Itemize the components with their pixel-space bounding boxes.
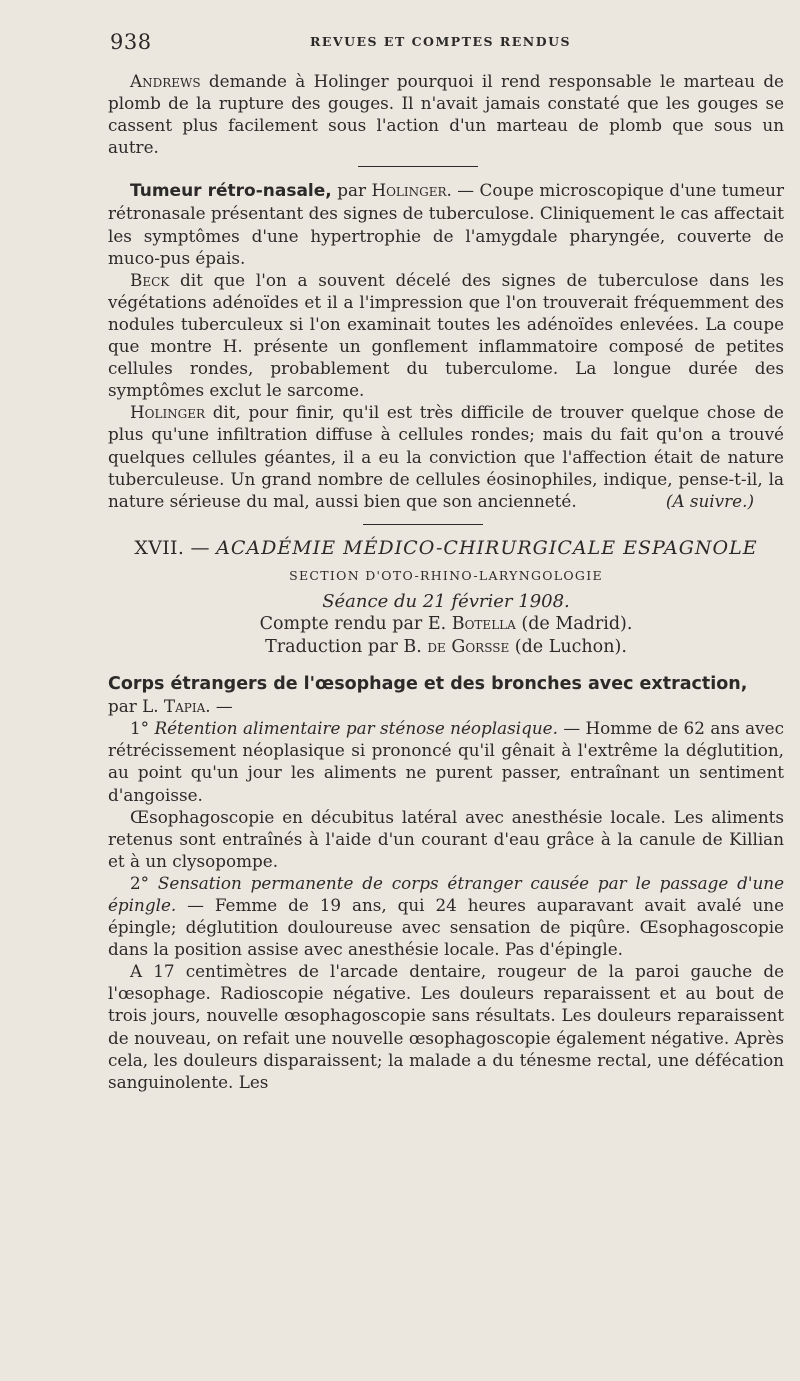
paragraph-text: dit que l'on a souvent décelé des signes de tuberculose dans les végétations adénoïdes et il a l'impression que l'on trouverait fréquemment des nodules tuberculeux si l'on examinait toutes les adénoïdes enlevées. La coupe que montre H. présente un gonflement inflammatoire composé de petites cellules rondes, probablement du tuberculome. La longue durée des symptômes exclut le sarcome.	[108, 269, 784, 401]
speaker-name: Holinger	[130, 402, 206, 423]
credit-suffix: (de Luchon).	[509, 637, 627, 658]
speaker-name: Beck	[130, 269, 170, 290]
case-title: Rétention alimentaire par sténose néoplasique.	[154, 718, 558, 739]
paragraph-arcade: A 17 centimètres de l'arcade dentaire, rougeur de la paroi gauche de l'œsophage. Radioscopie négative. Les douleurs reparaissent et au bout de trois jours, nouvelle œsophagoscopie sans résultats. Les douleurs reparaissent de nouveau, on refait une nouvelle œsophagoscopie également négative. Après cela, les douleurs disparaissent; la malade a du ténesme rectal, une défécation sanguinolente. Les	[108, 961, 784, 1092]
a-suivre: (A suivre.)	[665, 490, 754, 511]
author-name: Holinger	[371, 180, 447, 201]
credit-particle: de	[427, 637, 446, 658]
traduction-credit	[108, 636, 784, 659]
paragraph-text: — Femme de 19 ans, qui 24 heures auparavant avait avalé une épingle; déglutition douloureuse avec sensation de piqûre. Œsophagoscopie dans la position assise avec anesthésie locale. Pas d'épingle.	[108, 895, 784, 960]
credit-prefix: Traduction par B.	[265, 637, 428, 658]
speaker-name: Andrews	[130, 71, 201, 91]
credit-name: Botella	[451, 614, 516, 635]
paragraph-beck	[108, 269, 784, 402]
paragraph-tumeur	[108, 179, 784, 268]
subsection-heading: SECTION D'OTO-RHINO-LARYNGOLOGIE	[289, 567, 603, 583]
article-title: Tumeur rétro-nasale,	[130, 181, 332, 202]
article-title-corps: Corps étrangers de l'œsophage et des bronches avec extraction,	[108, 674, 748, 695]
compte-rendu-credit	[108, 613, 784, 636]
running-head	[110, 30, 776, 58]
case-number: 1°	[130, 718, 155, 739]
separator-rule	[358, 166, 478, 167]
case-title: Sensation permanente de corps étranger causée par le passage d'une épingle.	[108, 872, 784, 915]
author-name: Tapia	[163, 696, 206, 717]
academy-name: ACADÉMIE MÉDICO-CHIRURGICALE ESPAGNOLE	[216, 536, 758, 559]
byline-dash: . —	[205, 696, 233, 717]
case-number: 2°	[130, 872, 158, 893]
page-body	[108, 70, 784, 1093]
byline-par: par	[331, 180, 372, 201]
paragraph-text: — Homme de 62 ans avec rétrécissement néoplasique si prononcé qu'il gênait à l'extrême la déglutition, au point qu'un jour les aliments ne purent passer, entraînant un sentiment d'angoisse.	[108, 718, 784, 805]
seance-date: Séance du 21 février 1908.	[322, 590, 570, 612]
paragraph-case-1	[108, 717, 784, 805]
section-heading	[108, 537, 784, 559]
paragraph-case-2	[108, 872, 784, 960]
article-byline	[108, 695, 784, 717]
byline-par: par L.	[108, 696, 164, 717]
credit-prefix: Compte rendu par E.	[259, 614, 452, 635]
page-number: 938	[110, 30, 152, 54]
paragraph-oesophagoscopie: Œsophagoscopie en décubitus latéral avec anesthésie locale. Les aliments retenus sont entraînés à l'aide d'un courant d'eau grâce à la canule de Killian et à un clysopompe.	[108, 806, 784, 871]
paragraph-andrews	[108, 70, 784, 158]
credit-name: Gorsse	[445, 637, 510, 658]
paragraph-text: demande à Holinger pourquoi il rend responsable le marteau de plomb de la rupture des gouges. Il n'avait jamais constaté que les gouges se cassent plus facilement sous l'action d'un marteau de plomb que sous un autre.	[108, 71, 784, 158]
paragraph-text: . — Coupe microscopique d'une tumeur rétronasale présentant des signes de tuberculose. Cliniquement le cas affectait les symptômes d'une hypertrophie de l'amygdale pharyngée, couverte de muco-pus épais.	[108, 180, 784, 268]
running-title: REVUES ET COMPTES RENDUS	[310, 34, 571, 49]
section-number: XVII. —	[134, 536, 217, 559]
paragraph-text: dit, pour finir, qu'il est très difficile de trouver quelque chose de plus qu'une infiltration diffuse à cellules rondes; mais du fait qu'on a trouvé quelques cellules géantes, il a eu la conviction que l'affection était de nature tuberculeuse. Un grand nombre de cellules éosinophiles, indique, pense-t-il, la nature sérieuse du mal, aussi bien que son ancienneté.	[108, 402, 784, 511]
credit-suffix: (de Madrid).	[515, 614, 633, 635]
separator-rule	[363, 524, 483, 525]
paragraph-holinger	[108, 401, 784, 511]
